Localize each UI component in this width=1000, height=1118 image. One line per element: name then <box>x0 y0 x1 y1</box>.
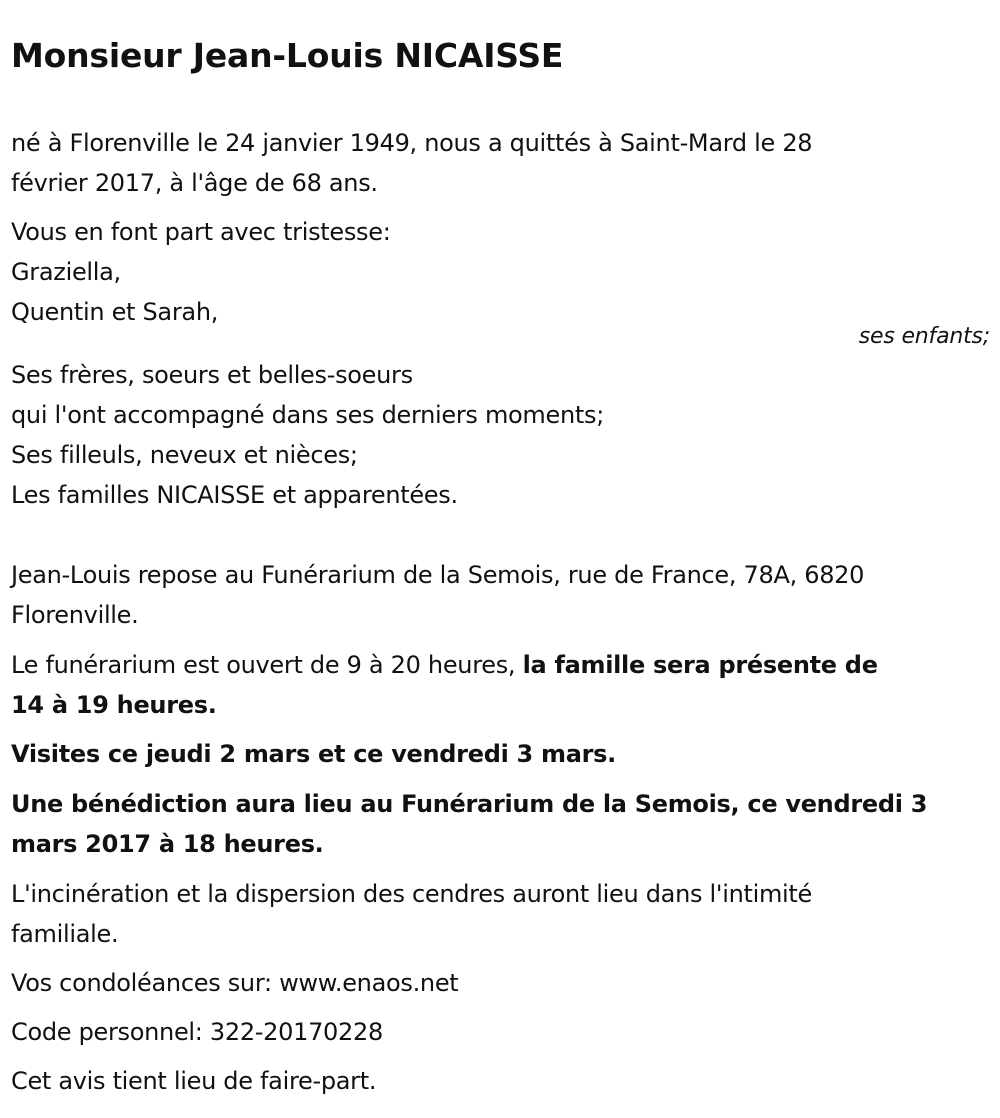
visits-line: Visites ce jeudi 2 mars et ce vendredi 3 mars. <box>11 740 616 768</box>
family-member-quentin-sarah: Quentin et Sarah, <box>11 298 219 326</box>
hours-bold-text: la famille sera présente de <box>522 651 878 679</box>
family-intro: Vous en font part avec tristesse: <box>11 218 391 246</box>
hours-normal-text: Le funérarium est ouvert de 9 à 20 heures, <box>11 651 523 679</box>
children-label: ses enfants; <box>858 324 990 349</box>
hours-line-1 <box>11 645 878 685</box>
personal-code-line: Code personnel: 322-20170228 <box>11 1018 383 1046</box>
hours-line-2: 14 à 19 heures. <box>11 691 217 719</box>
condolences-line: Vos condoléances sur: www.enaos.net <box>11 969 459 997</box>
cremation-line-1: L'incinération et la dispersion des cendres auront lieu dans l'intimité <box>11 880 812 908</box>
repose-line-1: Jean-Louis repose au Funérarium de la Semois, rue de France, 78A, 6820 <box>11 561 865 589</box>
siblings-line-2: qui l'ont accompagné dans ses derniers moments; <box>11 401 604 429</box>
families-line: Les familles NICAISSE et apparentées. <box>11 481 458 509</box>
godchildren-line: Ses filleuls, neveux et nièces; <box>11 441 358 469</box>
cremation-line-2: familiale. <box>11 920 119 948</box>
siblings-line-1: Ses frères, soeurs et belles-soeurs <box>11 361 413 389</box>
birth-line-1: né à Florenville le 24 janvier 1949, nous a quittés à Saint-Mard le 28 <box>11 129 813 157</box>
closing-line: Cet avis tient lieu de faire-part. <box>11 1067 377 1095</box>
blessing-line-2: mars 2017 à 18 heures. <box>11 830 324 858</box>
blessing-line-1: Une bénédiction aura lieu au Funérarium de la Semois, ce vendredi 3 <box>11 790 928 818</box>
birth-line-2: février 2017, à l'âge de 68 ans. <box>11 169 378 197</box>
family-member-graziella: Graziella, <box>11 258 121 286</box>
repose-line-2: Florenville. <box>11 601 139 629</box>
notice-title: Monsieur Jean-Louis NICAISSE <box>11 36 564 75</box>
